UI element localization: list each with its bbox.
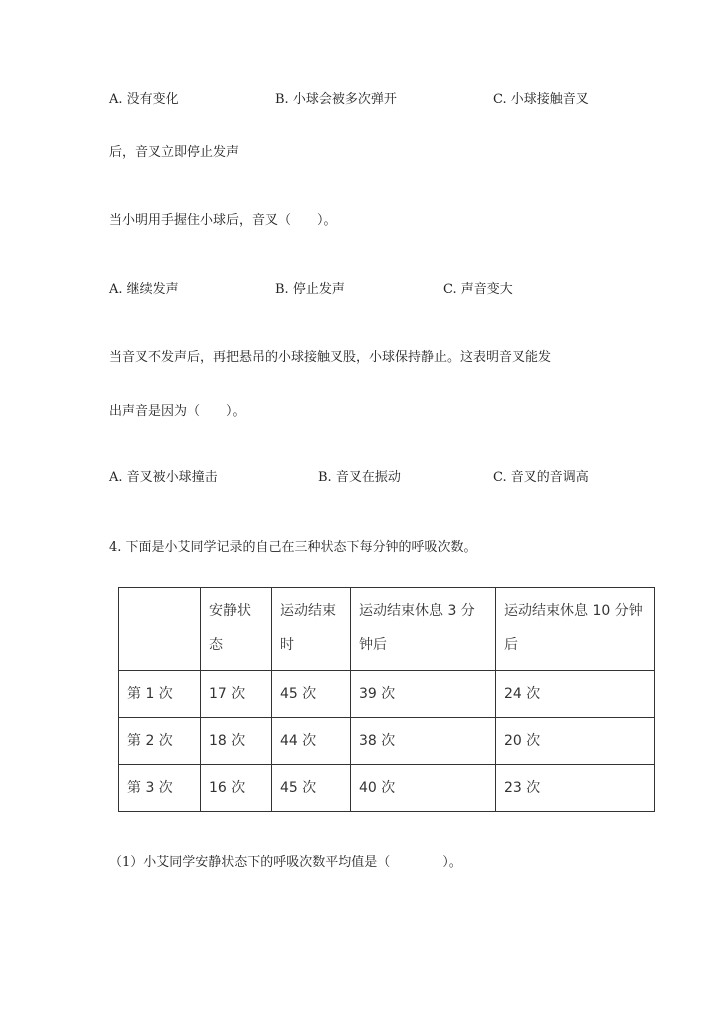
question-4-title: 4. 下面是小艾同学记录的自己在三种状态下每分钟的呼吸次数。: [109, 540, 477, 555]
option-b: B. 小球会被多次弹开: [275, 92, 397, 107]
table-row: [119, 765, 655, 812]
cell: 17 次: [201, 671, 272, 718]
question-stem: 当小明用手握住小球后，音叉（ ）。: [109, 213, 337, 228]
cell: 45 次: [272, 671, 351, 718]
cell: 20 次: [496, 718, 655, 765]
option-a: A. 没有变化: [109, 92, 179, 107]
option-c-continued: 后，音叉立即停止发声: [109, 145, 240, 160]
table-row: [119, 718, 655, 765]
cell: 39 次: [351, 671, 496, 718]
sub-question-1: （1）小艾同学安静状态下的呼吸次数平均值是（ ）。: [109, 855, 462, 870]
header-cell: 运动结束休息 10 分钟后: [496, 588, 655, 671]
header-cell: 运动结束休息 3 分钟后: [351, 588, 496, 671]
cell: 16 次: [201, 765, 272, 812]
question-stem-line1: 当音叉不发声后，再把悬吊的小球接触叉股，小球保持静止。这表明音叉能发: [109, 350, 552, 365]
option-b: B. 音叉在振动: [318, 470, 401, 485]
question-stem-line2: 出声音是因为（ ）。: [109, 404, 246, 419]
option-a: A. 音叉被小球撞击: [109, 470, 218, 485]
option-c: C. 音叉的音调高: [493, 470, 589, 485]
cell: 38 次: [351, 718, 496, 765]
cell: 第 3 次: [119, 765, 201, 812]
cell: 24 次: [496, 671, 655, 718]
cell: 第 2 次: [119, 718, 201, 765]
option-c: C. 小球接触音叉: [493, 92, 589, 107]
table-row: [119, 671, 655, 718]
cell: 44 次: [272, 718, 351, 765]
table-header-row: [119, 588, 655, 671]
header-cell: 安静状态: [201, 588, 272, 671]
header-cell: 运动结束时: [272, 588, 351, 671]
cell: 18 次: [201, 718, 272, 765]
option-b: B. 停止发声: [275, 282, 345, 297]
header-cell: [119, 588, 201, 671]
option-c: C. 声音变大: [443, 282, 513, 297]
option-a: A. 继续发声: [109, 282, 179, 297]
breathing-table: [118, 587, 655, 812]
cell: 45 次: [272, 765, 351, 812]
cell: 第 1 次: [119, 671, 201, 718]
cell: 23 次: [496, 765, 655, 812]
cell: 40 次: [351, 765, 496, 812]
